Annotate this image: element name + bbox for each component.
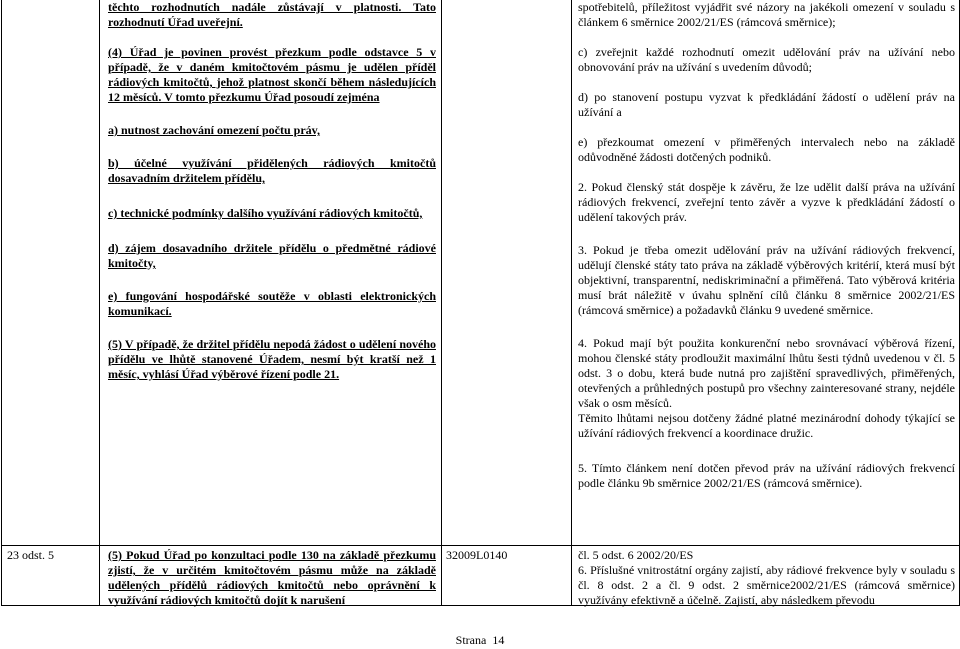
table-row-divider (1, 545, 960, 546)
law-paragraph: b) účelné využívání přidělených rádiových kmitočtů dosavadním držitelem přídělu, (108, 156, 436, 185)
law-paragraph: d) zájem dosavadního držitele přídělu o předmětné rádiové kmitočty, (108, 241, 436, 270)
table-col-divider-1 (99, 0, 100, 606)
law-text-cell-top (108, 0, 436, 382)
table-col-divider-3 (571, 0, 572, 606)
law-paragraph: a) nutnost zachování omezení počtu práv, (108, 123, 321, 137)
directive-paragraph: c) zveřejnit každé rozhodnutí omezit udělování práv na užívání nebo obnovování práv na užívání s uvedením důvodů; (578, 45, 955, 74)
law-paragraph: c) technické podmínky dalšího využívání rádiových kmitočtů, (108, 206, 423, 220)
law-paragraph: (4) Úřad je povinen provést přezkum podle odstavce 5 v případě, že v daném kmitočtovém pásmu je udělen příděl rádiových kmitočtů, jehož platnost skončí během následujících 12 měsíců. V tomto přezkumu Úřad posoudí zejména (108, 45, 436, 104)
directive-paragraph: e) přezkoumat omezení v přiměřených intervalech nebo na základě odůvodněné žádosti dotčených podniků. (578, 135, 955, 164)
law-text-cell-bottom (108, 548, 436, 608)
table-col-divider-2 (441, 0, 442, 606)
eu-text-cell-top (578, 0, 955, 491)
celex-number: 32009L0140 (446, 548, 508, 562)
directive-paragraph: 2. Pokud členský stát dospěje k závěru, že lze udělit další práva na užívání rádiových frekvencí, zveřejní tento závěr a vyzve k předkládání žádostí o udělení takových práv. (578, 180, 955, 224)
directive-paragraph: spotřebitelů, příležitost vyjádřit své názory na jakékoli omezení v souladu s článkem 6 směrnice 2002/21/ES (rámcová směrnice); (578, 0, 955, 29)
directive-paragraph: 6. Příslušné vnitrostátní orgány zajistí, aby rádiové frekvence byly v souladu s čl. 8 odst. 2 a čl. 9 odst. 2 směrnice2002/21/ES (rámcová směrnice) využívány efektivně a účelně. Zajistí, aby následkem převodu (578, 563, 955, 607)
directive-paragraph: 5. Tímto článkem není dotčen převod práv na užívání rádiových frekvencí podle článku 9b směrnice 2002/21/ES (rámcová směrnice). (578, 461, 955, 490)
directive-paragraph: d) po stanovení postupu vyzvat k předkládání žádostí o udělení práv na užívání a (578, 90, 955, 119)
eu-text-cell-bottom (578, 548, 955, 608)
page-number: Strana 14 (455, 633, 505, 647)
directive-paragraph: 4. Pokud mají být použita konkurenční nebo srovnávací výběrová řízení, mohou členské státy prodloužit maximální lhůtu šesti týdnů uvedenou v čl. 5 odst. 3 o dobu, která bude nutná pro zajištění spravedlivých, přiměřených, otevřených a průhledných postupů pro všechny zainteresované strany, nejdéle však o osm měsíců. (578, 336, 955, 410)
directive-reference: čl. 5 odst. 6 2002/20/ES (578, 548, 694, 562)
law-paragraph: (5) Pokud Úřad po konzultaci podle 130 na základě přezkumu zjistí, že v určitém kmitočtovém pásmu může na základě udělených přídělů rádiových kmitočtů nebo oprávnění k využívání rádiových kmitočtů dojít k narušení (108, 548, 436, 607)
directive-paragraph: 3. Pokud je třeba omezit udělování práv na užívání rádiových frekvencí, udělují členské státy tato práva na základě výběrových kritérií, která musí být objektivní, transparentní, nediskriminační a přiměřená. Tato výběrová kritéria musí brát náležitě v úvahu splnění cílů článku 8 směrnice 2002/21/ES (rámcová směrnice) a požadavků článku 9 uvedené směrnice. (578, 243, 955, 317)
provision-reference: 23 odst. 5 (7, 548, 55, 562)
law-paragraph: (5) V případě, že držitel přídělu nepodá žádost o udělení nového přídělu ve lhůtě stanovené Úřadem, nesmí být kratší než 1 měsíc, vyhlásí Úřad výběrové řízení podle 21. (108, 337, 436, 381)
law-paragraph: těchto rozhodnutích nadále zůstávají v platnosti. Tato rozhodnutí Úřad uveřejní. (108, 0, 436, 29)
table-left-border (1, 0, 2, 606)
law-paragraph: e) fungování hospodářské soutěže v oblasti elektronických komunikací. (108, 289, 436, 318)
directive-paragraph: Těmito lhůtami nejsou dotčeny žádné platné mezinárodní dohody týkající se užívání rádiových frekvencí a koordinace družic. (578, 411, 955, 440)
